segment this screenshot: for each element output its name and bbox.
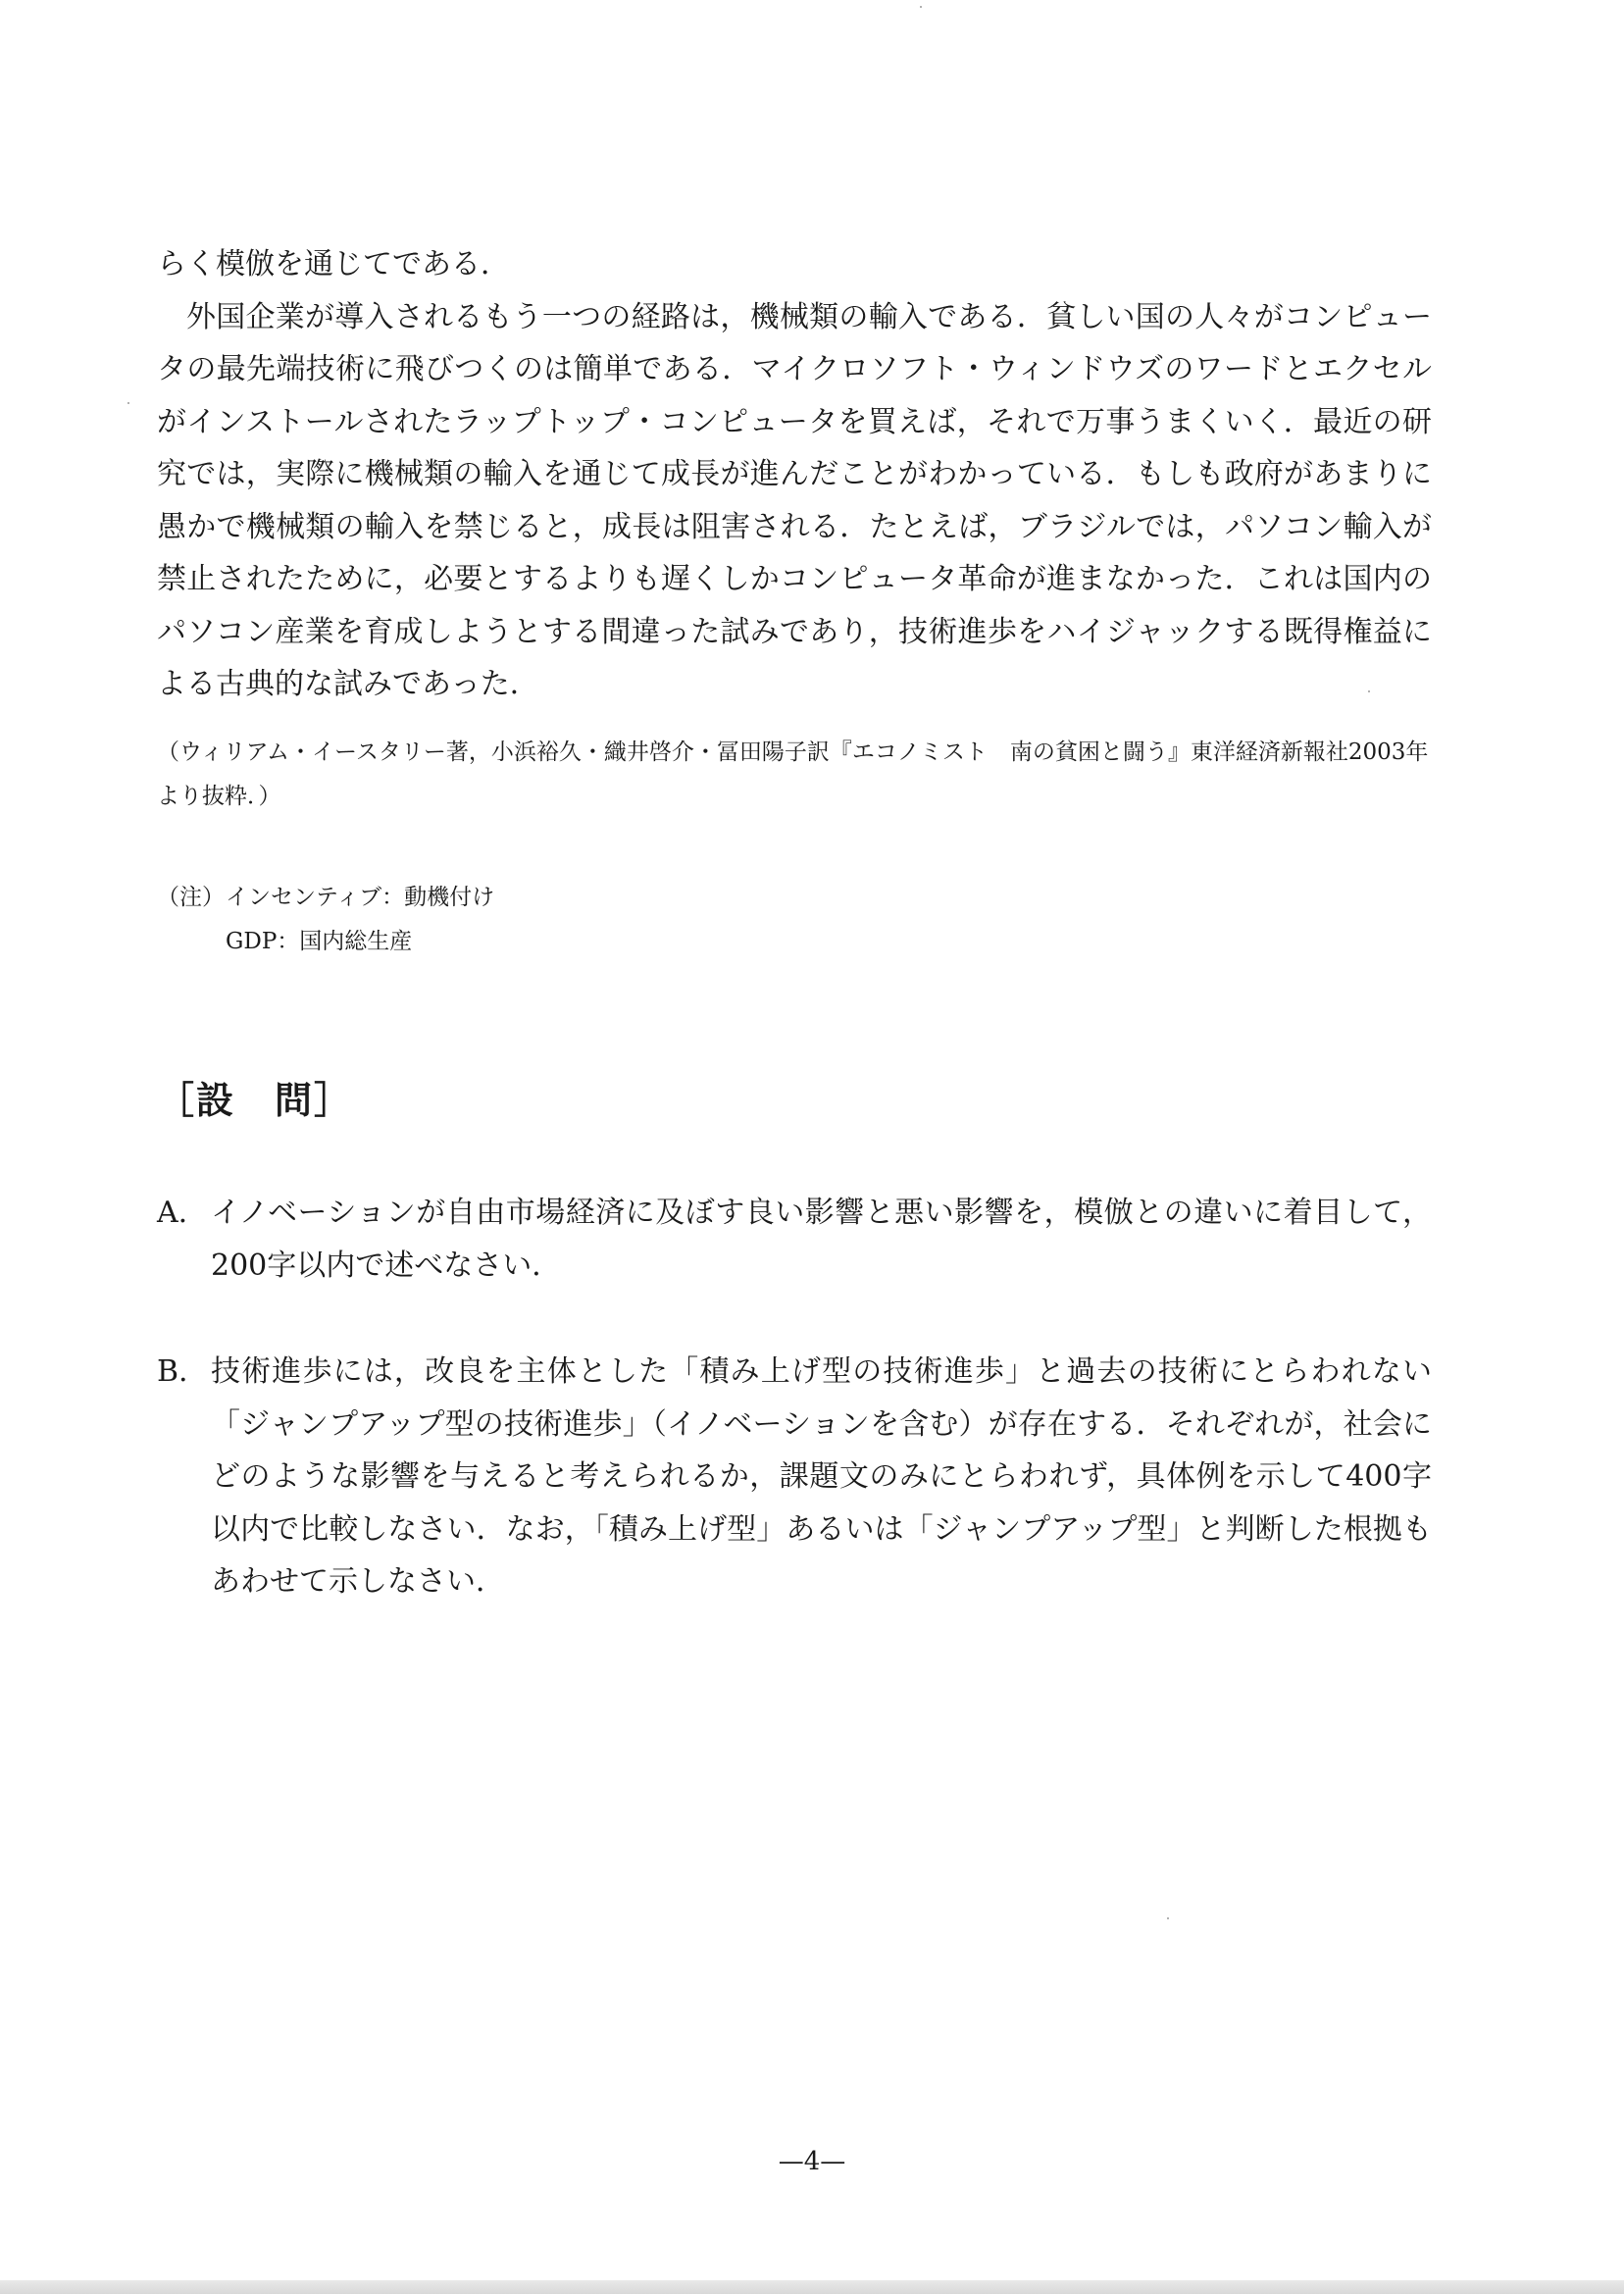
scan-speck	[1167, 1917, 1169, 1919]
scan-speck	[1368, 690, 1370, 692]
source-citation: （ウィリアム・イースタリー著，小浜裕久・織井啓介・冨田陽子訳『エコノミスト 南の貧困と闘う』東洋経済新報社2003年より抜粋．）	[157, 739, 1429, 809]
question-text: 技術進歩には，改良を主体とした「積み上げ型の技術進歩」と過去の技術にとらわれない「ジャンプアップ型の技術進歩」（イノベーションを含む）が存在する．それぞれが，社会にどのような影響を与えると考えられるか，課題文のみにとらわれず，具体例を示して400字以内で比較しなさい．なお，「積み上げ型」あるいは「ジャンプアップ型」と判断した根拠もあわせて示しなさい．	[211, 1354, 1432, 1599]
note-item	[157, 920, 941, 964]
question-label: A.	[157, 1196, 188, 1230]
question-label: B.	[157, 1354, 188, 1389]
note-marker: （注）	[157, 885, 225, 910]
questions-heading: ［設 問］	[157, 1078, 354, 1122]
passage-paragraph-1: らく模倣を通じてである．	[157, 247, 510, 281]
question-text: イノベーションが自由市場経済に及ぼす良い影響と悪い影響を，模倣との違いに着目して，200字以内で述べなさい．	[211, 1196, 1432, 1283]
question-a	[157, 1187, 1432, 1292]
note-text-incentive: インセンティブ：動機付け	[226, 885, 495, 910]
scan-speck	[920, 6, 922, 8]
question-b	[157, 1346, 1432, 1608]
notes	[157, 876, 941, 964]
note-item	[157, 876, 941, 920]
scan-bottom-edge	[0, 2280, 1624, 2294]
note-text-gdp: GDP：国内総生産	[226, 929, 413, 954]
page-number: —4—	[778, 2147, 846, 2176]
passage	[157, 238, 1432, 711]
scan-speck	[127, 402, 129, 404]
passage-paragraph-2: 外国企業が導入されるもう一つの経路は，機械類の輸入である．貧しい国の人々がコンピュータの最先端技術に飛びつくのは簡単である．マイクロソフト・ウィンドウズのワードとエクセルがインストールされたラップトップ・コンピュータを買えば，それで万事うまくいく．最近の研究では，実際に機械類の輸入を通じて成長が進んだことがわかっている．もしも政府があまりに愚かで機械類の輸入を禁じると，成長は阻害される．たとえば，ブラジルでは，パソコン輸入が禁止されたために，必要とするよりも遅くしかコンピュータ革命が進まなかった．これは国内のパソコン産業を育成しようとする間違った試みであり，技術進歩をハイジャックする既得権益による古典的な試みであった．	[157, 299, 1432, 701]
